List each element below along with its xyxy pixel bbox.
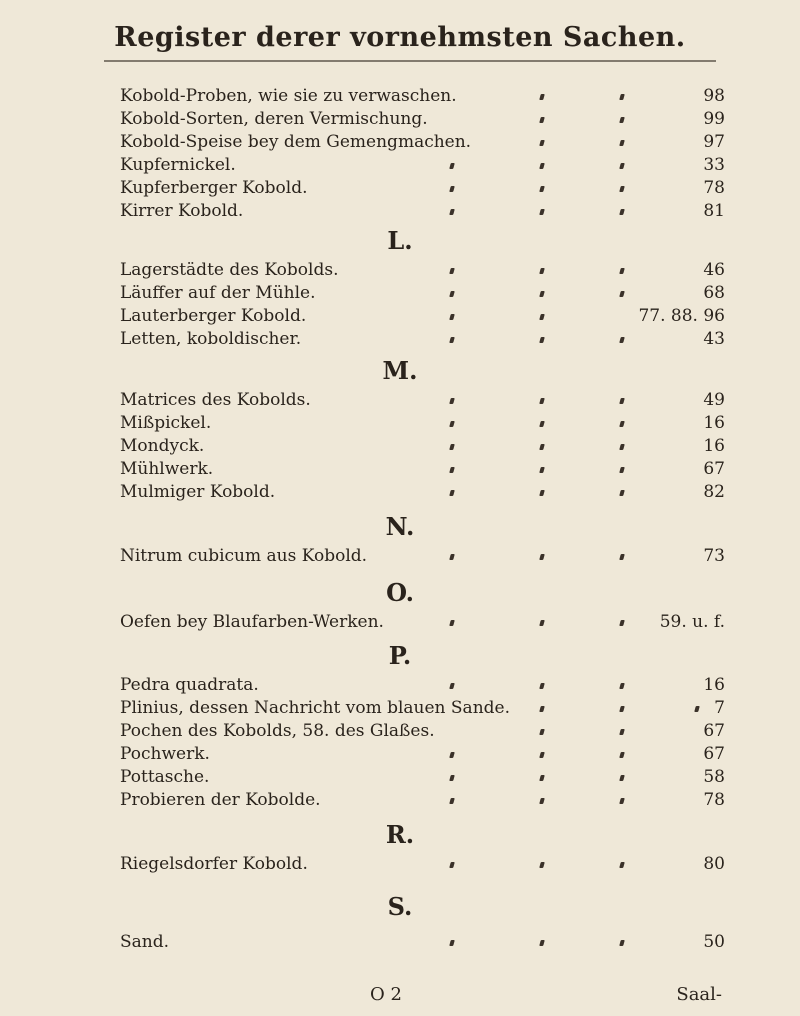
entry-page: 67 [703, 744, 725, 764]
leader-mark [619, 140, 625, 146]
leader-mark [539, 94, 545, 100]
leader-mark [694, 706, 700, 712]
entry-label: Sand. [120, 932, 170, 952]
leader-mark [539, 729, 545, 735]
entry-page: 43 [703, 329, 725, 349]
leader-mark [619, 268, 625, 274]
section-letter: S. [387, 892, 413, 921]
leader-mark [619, 117, 625, 123]
entry-page: 98 [703, 86, 725, 106]
leader-mark [539, 291, 545, 297]
leader-mark [449, 554, 455, 560]
leader-mark [539, 268, 545, 274]
index-entry [120, 326, 725, 352]
leader-mark [449, 421, 455, 427]
entry-page: 78 [703, 790, 725, 810]
leader-mark [539, 140, 545, 146]
entry-label: Mondyck. [120, 436, 205, 456]
leader-mark [539, 940, 545, 946]
page-title: Register derer vornehmsten Sachen. [114, 22, 686, 53]
entry-page: 67 [703, 721, 725, 741]
leader-mark [539, 421, 545, 427]
leader-mark [619, 291, 625, 297]
index-entry [120, 479, 725, 505]
entry-page: 99 [703, 109, 725, 129]
entry-page: 58 [703, 767, 725, 787]
entry-label: Letten, koboldischer. [120, 329, 302, 349]
leader-mark [539, 775, 545, 781]
entry-page: 68 [703, 283, 725, 303]
leader-mark [619, 163, 625, 169]
entry-label: Mühlwerk. [120, 459, 214, 479]
leader-mark [539, 467, 545, 473]
entry-label: Oefen bey Blaufarben-Werken. [120, 612, 384, 632]
leader-mark [539, 706, 545, 712]
entry-label: Pochwerk. [120, 744, 210, 764]
leader-mark [449, 620, 455, 626]
leader-mark [619, 209, 625, 215]
entry-page: 49 [703, 390, 725, 410]
entry-label: Plinius, dessen Nachricht vom blauen Sande. [120, 698, 510, 718]
leader-mark [449, 683, 455, 689]
leader-mark [449, 209, 455, 215]
leader-mark [539, 683, 545, 689]
entry-label: Kobold-Speise bey dem Gemengmachen. [120, 132, 472, 152]
leader-mark [619, 490, 625, 496]
section-letter: R. [385, 820, 415, 849]
index-entry [120, 198, 725, 224]
entry-page: 80 [703, 854, 725, 874]
leader-mark [539, 752, 545, 758]
section-letter: L. [387, 226, 413, 255]
leader-mark [619, 186, 625, 192]
entry-label: Kupferberger Kobold. [120, 178, 308, 198]
leader-mark [539, 798, 545, 804]
leader-mark [449, 490, 455, 496]
leader-mark [619, 729, 625, 735]
leader-mark [619, 444, 625, 450]
leader-mark [619, 683, 625, 689]
leader-mark [449, 337, 455, 343]
leader-mark [539, 862, 545, 868]
leader-mark [539, 337, 545, 343]
leader-mark [619, 337, 625, 343]
entry-label: Mißpickel. [120, 413, 212, 433]
entry-label: Pochen des Kobolds, 58. des Glaßes. [120, 721, 435, 741]
entry-page: 81 [703, 201, 725, 221]
leader-mark [539, 209, 545, 215]
leader-mark [619, 467, 625, 473]
index-entry [120, 543, 725, 569]
entry-label: Nitrum cubicum aus Kobold. [120, 546, 368, 566]
leader-mark [449, 798, 455, 804]
catchword: Saal- [676, 984, 722, 1005]
entry-label: Pedra quadrata. [120, 675, 259, 695]
leader-mark [619, 94, 625, 100]
entry-label: Pottasche. [120, 767, 210, 787]
leader-mark [619, 940, 625, 946]
index-entry [120, 929, 725, 955]
entry-page: 78 [703, 178, 725, 198]
leader-mark [539, 117, 545, 123]
leader-mark [619, 775, 625, 781]
entry-label: Kirrer Kobold. [120, 201, 244, 221]
leader-mark [619, 398, 625, 404]
entry-page: 16 [703, 436, 725, 456]
leader-mark [539, 620, 545, 626]
entry-label: Kobold-Proben, wie sie zu verwaschen. [120, 86, 457, 106]
entry-page: 16 [703, 675, 725, 695]
leader-mark [539, 444, 545, 450]
entry-label: Läuffer auf der Mühle. [120, 283, 316, 303]
section-letter: O. [386, 578, 414, 607]
entry-page: 82 [703, 482, 725, 502]
entry-page: 59. u. f. [659, 612, 725, 632]
leader-mark [619, 862, 625, 868]
leader-mark [539, 163, 545, 169]
leader-mark [539, 554, 545, 560]
index-entry [120, 609, 725, 635]
signature-mark: O 2 [370, 984, 402, 1005]
leader-mark [449, 398, 455, 404]
leader-mark [449, 444, 455, 450]
header-rule [104, 60, 716, 62]
entry-page: 97 [703, 132, 725, 152]
leader-mark [449, 163, 455, 169]
leader-mark [449, 186, 455, 192]
leader-mark [449, 314, 455, 320]
leader-mark [619, 620, 625, 626]
leader-mark [619, 421, 625, 427]
leader-mark [449, 940, 455, 946]
leader-mark [449, 775, 455, 781]
leader-mark [619, 554, 625, 560]
entry-page: 50 [703, 932, 725, 952]
index-entry [120, 787, 725, 813]
leader-mark [619, 752, 625, 758]
entry-page: 77. 88. 96 [638, 306, 725, 326]
entry-label: Kupfernickel. [120, 155, 236, 175]
leader-mark [449, 862, 455, 868]
entry-page: 67 [703, 459, 725, 479]
leader-mark [539, 490, 545, 496]
leader-mark [619, 706, 625, 712]
entry-label: Probieren der Kobolde. [120, 790, 321, 810]
entry-page: 33 [703, 155, 725, 175]
section-letter: P. [388, 641, 412, 670]
leader-mark [449, 752, 455, 758]
entry-label: Mulmiger Kobold. [120, 482, 276, 502]
leader-mark [449, 268, 455, 274]
entry-label: Lagerstädte des Kobolds. [120, 260, 339, 280]
leader-mark [539, 186, 545, 192]
entry-label: Lauterberger Kobold. [120, 306, 307, 326]
section-letter: M. [382, 356, 418, 385]
entry-label: Riegelsdorfer Kobold. [120, 854, 308, 874]
entry-page: 73 [703, 546, 725, 566]
leader-mark [619, 798, 625, 804]
leader-mark [539, 314, 545, 320]
entry-label: Matrices des Kobolds. [120, 390, 311, 410]
section-letter: N. [385, 512, 415, 541]
leader-mark [449, 291, 455, 297]
entry-page: 46 [703, 260, 725, 280]
entry-label: Kobold-Sorten, deren Vermischung. [120, 109, 428, 129]
leader-mark [539, 398, 545, 404]
entry-page: 16 [703, 413, 725, 433]
index-entry [120, 851, 725, 877]
entry-page: 7 [714, 698, 725, 718]
leader-mark [449, 467, 455, 473]
